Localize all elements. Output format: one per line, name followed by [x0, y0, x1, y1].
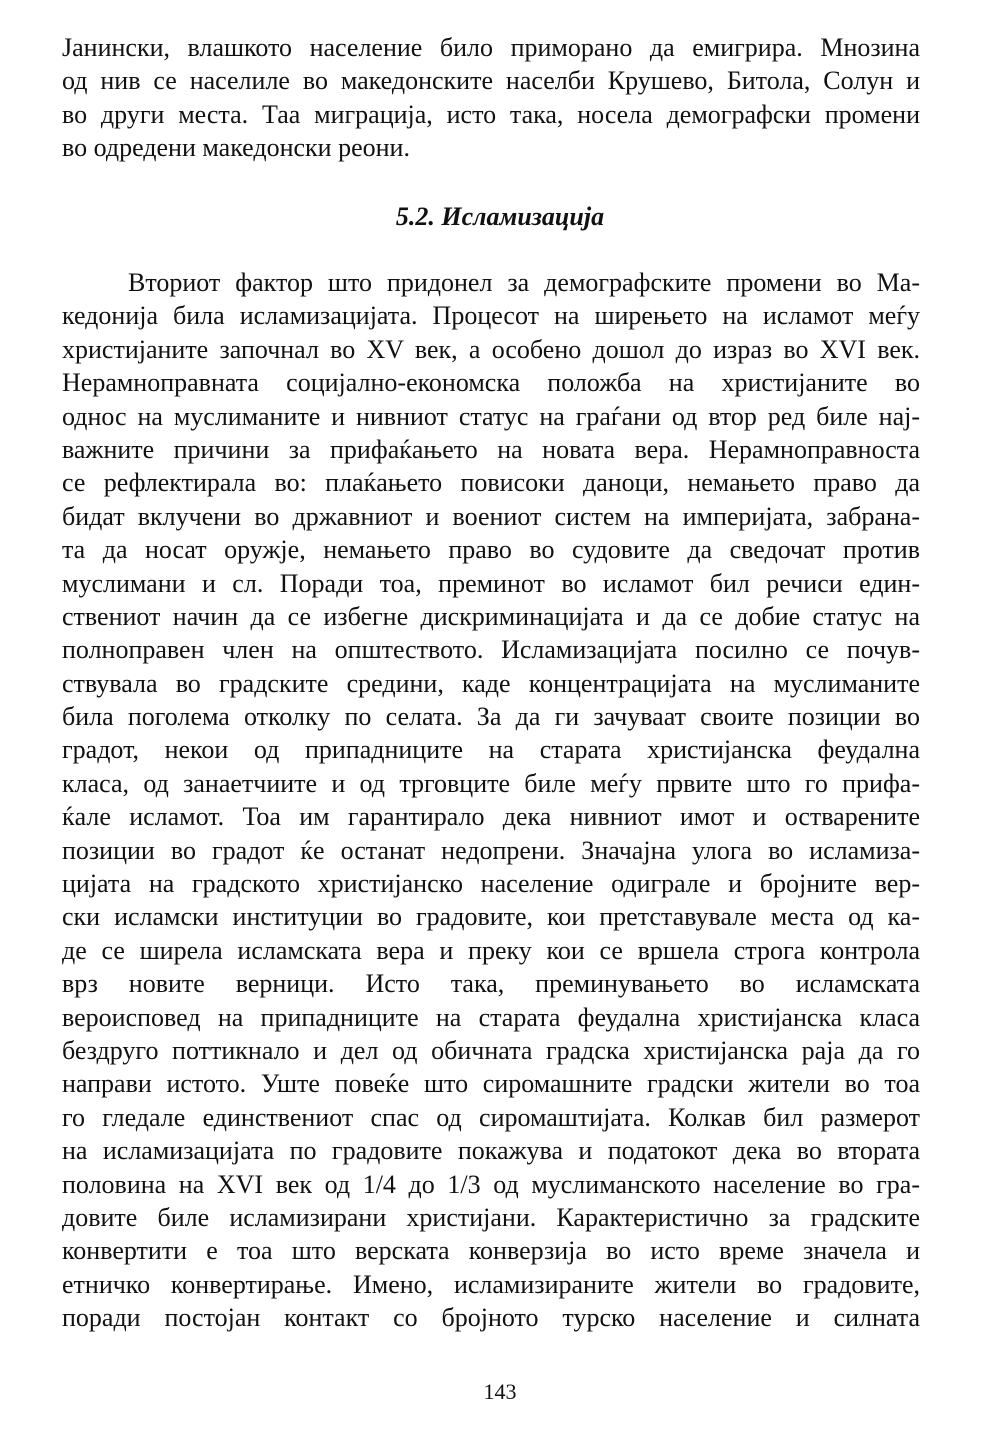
text-line: врз новите верници. Исто така, преминувањето во исламската: [62, 969, 920, 999]
text-line: во одредени македонски реони.: [62, 133, 410, 163]
text-line: цијата на градското христијанско население одиграле и бројните вер-: [62, 869, 920, 899]
text-line: направи истото. Уште повеќе што сиромашните градски жители во тоа: [62, 1069, 920, 1099]
text-line: важните причини за прифаќањето на новата вера. Нерамноправноста: [62, 434, 920, 464]
text-line: Вториот фактор што придонел за демографските промени во Ма-: [128, 268, 920, 297]
text-line: кедонија била исламизацијата. Процесот на ширењето на исламот меѓу: [62, 301, 920, 331]
text-line: де се ширела исламската вера и преку кои се вршела строга контрола: [62, 935, 920, 965]
text-line: половина на XVI век од 1/4 до 1/3 од муслиманското население во гра-: [62, 1169, 920, 1199]
text-line: ствувала во градските средини, каде концентрацијата на муслиманите: [62, 668, 920, 698]
text-line: позиции во градот ќе останат недопрени. Значајна улога во исламиза-: [62, 835, 920, 865]
intro-paragraph: [62, 31, 920, 165]
text-line: го гледале единствениот спас од сиромаштијата. Колкав бил размерот: [62, 1102, 920, 1132]
text-line: муслимани и сл. Поради тоа, преминот во исламот бил речиси един-: [62, 568, 920, 598]
text-line: ќале исламот. Тоа им гарантирало дека нивниот имот и остварените: [62, 802, 920, 832]
text-line: та да носат оружје, немањето право во судовите да сведочат против: [62, 535, 920, 565]
text-line: била поголема отколку по селата. За да ги зачуваат своите позиции во: [62, 702, 920, 732]
text-line: конвертити е тоа што верската конверзија во исто време значела и: [62, 1236, 920, 1266]
section-heading: 5.2. Исламизација: [395, 202, 605, 231]
text-line: се рефлектирала во: плаќањето повисоки даноци, немањето право да: [62, 468, 920, 498]
text-line: на исламизацијата по градовите покажува и податокот дека во втората: [62, 1136, 920, 1166]
text-line: етничко конвертирање. Имено, исламизираните жители во градовите,: [62, 1269, 920, 1299]
text-line: Јанински, влашкото население било приморано да емигрира. Мнозина: [62, 33, 920, 62]
text-line: однос на муслиманите и нивниот статус на граѓани од втор ред биле нај-: [62, 401, 920, 431]
text-line: довите биле исламизирани христијани. Карактеристично за градските: [62, 1202, 920, 1232]
text-line: полноправен член на општеството. Исламизацијата посилно се почув-: [62, 635, 920, 665]
body-paragraph: [62, 266, 920, 1335]
text-line: вероисповед на припадниците на старата феудална христијанска класа: [62, 1002, 920, 1032]
page-number: 143: [483, 1379, 517, 1404]
text-line: во други места. Таа миграција, исто така, носела демографски промени: [62, 99, 920, 129]
text-line: бездруго поттикнало и дел од обичната градска христијанска раја да го: [62, 1035, 920, 1065]
text-line: ствениот начин да се избегне дискриминацијата и да се добие статус на: [62, 601, 920, 631]
text-line: класа, од занаетчиите и од трговците биле меѓу првите што го прифа-: [62, 768, 920, 798]
text-line: Нерамноправната социјално-економска положба на христијаните во: [62, 368, 920, 398]
text-line: градот, некои од припадниците на старата христијанска феудална: [62, 735, 920, 765]
text-line: ски исламски институции во градовите, кои претставувале места од ка-: [62, 902, 920, 932]
text-line: христијаните започнал во XV век, а особено дошол до израз во XVI век.: [62, 334, 920, 364]
text-line: од нив се населиле во македонските населби Крушево, Битола, Солун и: [62, 66, 920, 96]
text-line: поради постојан контакт со бројното турско население и силната: [62, 1303, 920, 1333]
text-line: бидат вклучени во државниот и воениот систем на империјата, забрана-: [62, 501, 920, 531]
